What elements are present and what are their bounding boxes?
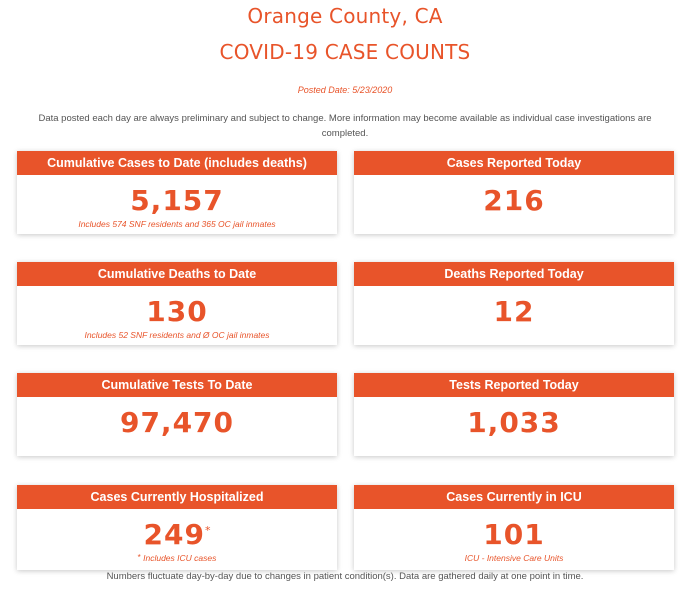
card-header: Deaths Reported Today [354, 262, 674, 286]
footer-note: Numbers fluctuate day-by-day due to changes in patient condition(s). Data are gathered daily at one point in time. [106, 571, 584, 582]
card-header: Cumulative Deaths to Date [17, 262, 337, 286]
cumulative-tests-value: 97,470 [119, 406, 235, 439]
hospitalized-card [17, 485, 337, 570]
tests-today-value: 1,033 [467, 406, 561, 439]
page-title: Orange County, CA [247, 4, 443, 28]
disclaimer-text: Data posted each day are always preliminary and subject to change. More information may become available as individual case investigations are completed. [38, 113, 652, 139]
page-subtitle: COVID-19 CASE COUNTS [219, 40, 471, 64]
posted-date: Posted Date: 5/23/2020 [297, 85, 393, 95]
icu-value: 101 [483, 518, 545, 551]
deaths-today-card [354, 262, 674, 345]
hospitalized-value: 249 [143, 518, 205, 551]
card-header: Cases Reported Today [354, 151, 674, 175]
hospitalized-note: Includes ICU cases [143, 553, 217, 563]
deaths-today-value: 12 [493, 295, 535, 328]
card-header: Cases Currently Hospitalized [17, 485, 337, 509]
hospitalized-note-wrap [17, 553, 337, 563]
card-header: Cases Currently in ICU [354, 485, 674, 509]
cumulative-tests-card [17, 373, 337, 456]
cumulative-cases-value: 5,157 [130, 184, 224, 217]
tests-today-card [354, 373, 674, 456]
cumulative-deaths-value: 130 [146, 295, 208, 328]
cumulative-deaths-card [17, 262, 337, 345]
icu-card [354, 485, 674, 570]
card-header: Cumulative Tests To Date [17, 373, 337, 397]
cases-today-value: 216 [483, 184, 545, 217]
card-header: Cumulative Cases to Date (includes deaths) [17, 151, 337, 175]
card-header: Tests Reported Today [354, 373, 674, 397]
cumulative-cases-card [17, 151, 337, 234]
cases-today-card [354, 151, 674, 234]
icu-note: ICU - Intensive Care Units [464, 553, 564, 563]
note-asterisk: * [137, 553, 141, 562]
cumulative-deaths-note: Includes 52 SNF residents and Ø OC jail inmates [84, 330, 270, 340]
hospitalized-value-wrap [17, 520, 337, 550]
asterisk-marker: * [204, 524, 211, 537]
cumulative-cases-note: Includes 574 SNF residents and 365 OC jail inmates [78, 219, 276, 229]
